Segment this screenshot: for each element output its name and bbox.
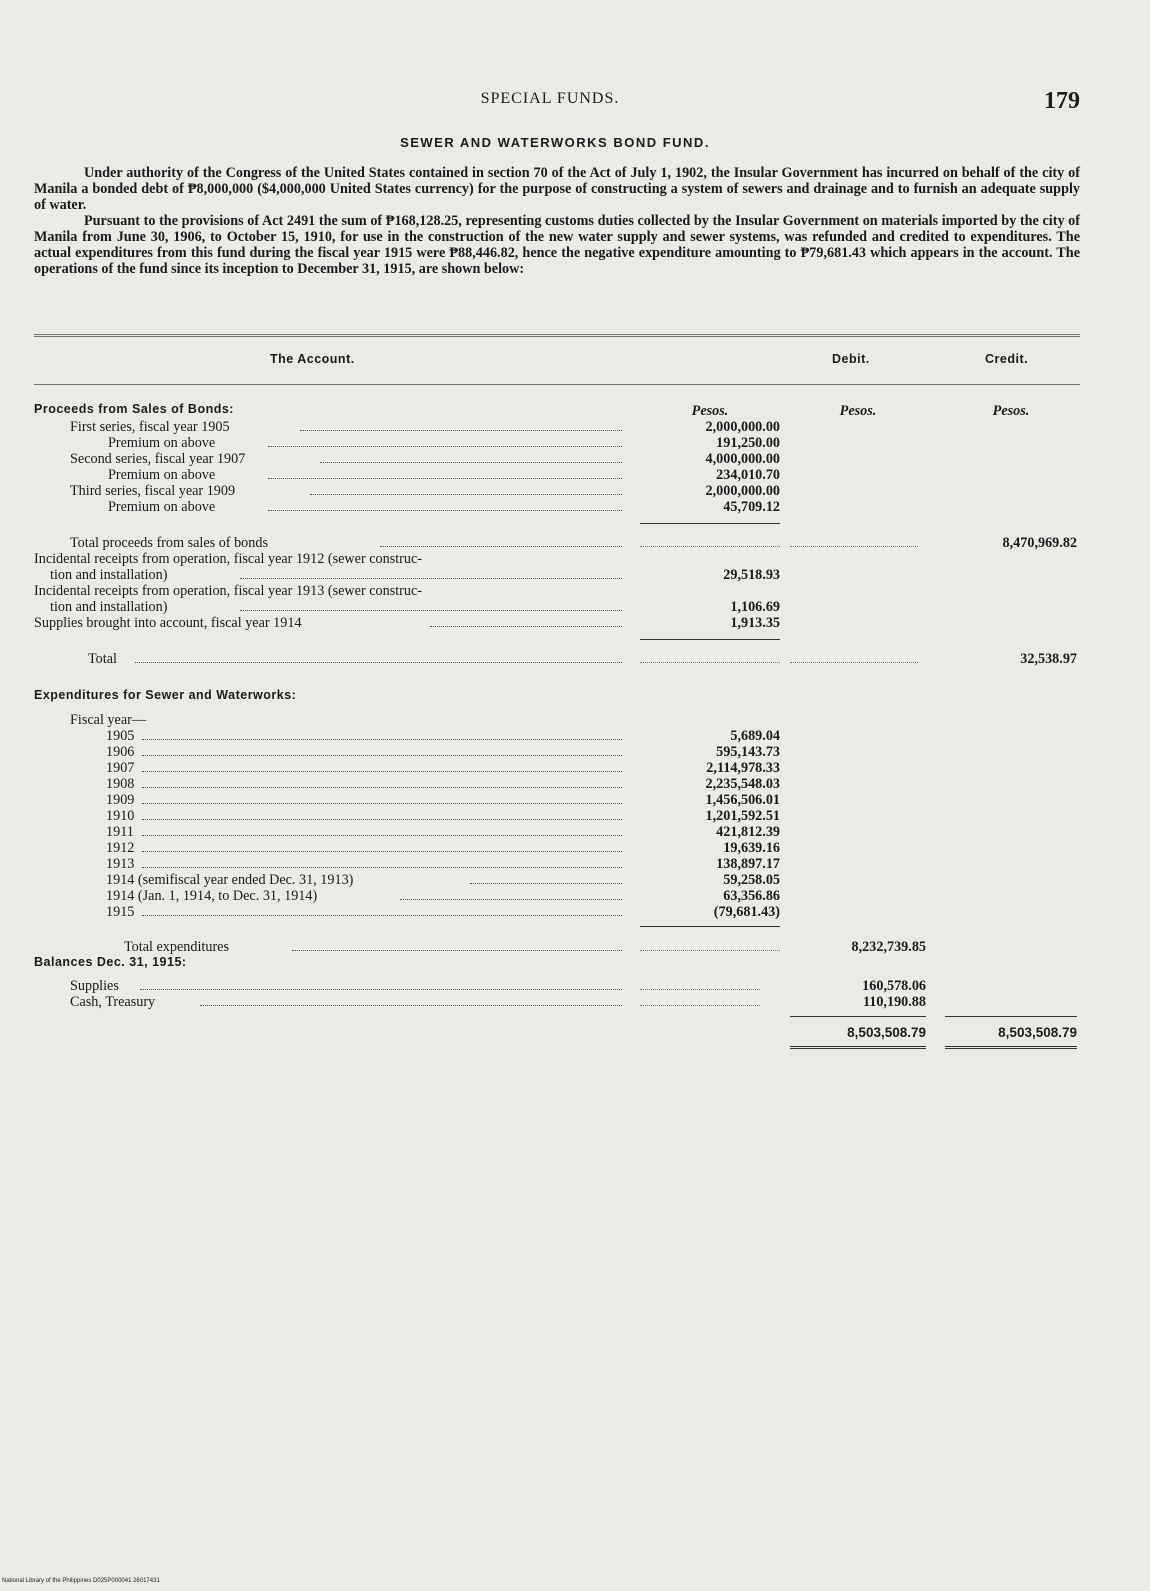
row-label: 1905 [106,728,135,744]
row-label: 1910 [106,808,135,824]
table-row [0,856,1150,872]
total-proceeds-credit: 8,470,969.82 [1002,535,1077,551]
row-label: 1907 [106,760,135,776]
row-label: 1914 (semifiscal year ended Dec. 31, 1913) [106,872,354,888]
table-row [0,599,1150,615]
total-label: Total [88,651,117,667]
grand-total-debit: 8,503,508.79 [847,1025,926,1040]
unit-row [0,403,1150,419]
cash-debit: 110,190.88 [862,994,926,1010]
row-amount: 2,114,978.33 [706,760,780,776]
row-amount: 2,000,000.00 [705,483,780,499]
total-credit: 32,538.97 [1020,651,1077,667]
row-label: Premium on above [108,499,216,515]
intro-paragraph-2: Pursuant to the provisions of Act 2491 the sum of ₱168,128.25, representing customs duties collected by the Insular Government on materials imported by the city of Manila from June 30, 1906, to October 15, 1910, for use in the construction of the new water supply and sewer systems, was refunded and credited to expenditures. The actual expenditures from this fund during the fiscal year 1915 were ₱88,446.82, hence the negative expenditure amounting to ₱79,681.43 which appears in the account. The operations of the fund since its inception to December 31, 1915, are shown below: [34,213,1080,277]
row-amount: 5,689.04 [730,728,780,744]
row-label: tion and installation) [50,599,168,615]
table-row [0,583,1150,599]
unit-col1: Pesos. [691,403,729,419]
total-proceeds-label: Total proceeds from sales of bonds [70,535,268,551]
balances-heading: Balances Dec. 31, 1915: [34,955,187,969]
row-amount: 1,913.35 [730,615,780,631]
row-amount: 595,143.73 [716,744,780,760]
subtotal-rule [640,523,780,524]
table-row [0,888,1150,904]
supplies-debit: 160,578.06 [862,978,926,994]
table-row [0,728,1150,744]
row-label: 1915 [106,904,135,920]
total-rule-credit [945,1016,1077,1017]
row-label: Premium on above [108,467,216,483]
section-title: SEWER AND WATERWORKS BOND FUND. [400,135,710,150]
row-label: Supplies brought into account, fiscal year 1914 [34,615,302,631]
row-label: First series, fiscal year 1905 [70,419,230,435]
total-expenditures-row [0,939,1150,955]
table-row [0,615,1150,631]
table-row [0,776,1150,792]
header-bottom-rule [34,384,1080,385]
double-rule-debit [790,1046,926,1049]
total-row [0,651,1150,667]
table-row [0,499,1150,515]
intro-text [34,165,1080,277]
table-row [0,978,1150,994]
table-row [0,744,1150,760]
grand-total-credit: 8,503,508.79 [998,1025,1077,1040]
row-amount: 4,000,000.00 [705,451,780,467]
row-label: Second series, fiscal year 1907 [70,451,246,467]
total-rule-debit [790,1016,926,1017]
archive-footer: National Library of the Philippines D025P000041 26017431 [2,1578,160,1584]
table-top-rule [34,334,1080,337]
grand-total-row [0,1025,1150,1041]
unit-col3: Pesos. [992,403,1030,419]
expenditures-heading: Expenditures for Sewer and Waterworks: [34,688,297,702]
row-amount: (79,681.43) [713,904,780,920]
running-header: SPECIAL FUNDS. [480,90,620,107]
row-amount: 1,456,506.01 [705,792,780,808]
row-label: Incidental receipts from operation, fiscal year 1913 (sewer construc- [34,583,423,599]
row-label: Cash, Treasury [70,994,156,1010]
fiscal-year-label: Fiscal year— [70,712,147,728]
row-label: tion and installation) [50,567,168,583]
total-expenditures-label: Total expenditures [124,939,229,955]
column-header-debit: Debit. [832,352,870,366]
table-row [0,567,1150,583]
row-amount: 191,250.00 [716,435,780,451]
row-amount: 421,812.39 [716,824,780,840]
table-row [0,760,1150,776]
table-row [0,872,1150,888]
row-amount: 19,639.16 [723,840,780,856]
row-amount: 1,201,592.51 [705,808,780,824]
table-row [0,824,1150,840]
row-amount: 2,235,548.03 [705,776,780,792]
row-amount: 59,258.05 [723,872,780,888]
unit-col2: Pesos. [839,403,877,419]
table-row [0,435,1150,451]
subtotal-rule [640,926,780,927]
row-amount: 1,106.69 [730,599,780,615]
table-row [0,904,1150,920]
table-row [0,483,1150,499]
row-label: 1908 [106,776,135,792]
table-row [0,994,1150,1010]
table-row [0,808,1150,824]
table-row [0,551,1150,567]
page-number: 179 [1044,88,1080,114]
row-label: 1909 [106,792,135,808]
table-row [0,419,1150,435]
row-label: 1912 [106,840,135,856]
column-header-credit: Credit. [985,352,1029,366]
row-label: 1911 [106,824,134,840]
subtotal-rule [640,639,780,640]
row-amount: 29,518.93 [723,567,780,583]
row-label: Supplies [70,978,119,994]
proceeds-heading: Proceeds from Sales of Bonds: [34,402,234,416]
table-row [0,467,1150,483]
double-rule-credit [945,1046,1077,1049]
row-amount: 63,356.86 [723,888,780,904]
row-amount: 138,897.17 [716,856,780,872]
intro-paragraph-1: Under authority of the Congress of the United States contained in section 70 of the Act of July 1, 1902, the Insular Government has incurred on behalf of the city of Manila a bonded debt of ₱8,000,000 ($4,000,000 United States currency) for the purpose of constructing a system of sewers and drainage and to furnish an adequate supply of water. [34,165,1080,213]
row-label: Third series, fiscal year 1909 [70,483,236,499]
row-amount: 2,000,000.00 [705,419,780,435]
row-amount: 234,010.70 [716,467,780,483]
row-label: 1906 [106,744,135,760]
row-label: Premium on above [108,435,216,451]
table-row [0,792,1150,808]
total-expenditures-debit: 8,232,739.85 [851,939,926,955]
row-label: Incidental receipts from operation, fiscal year 1912 (sewer construc- [34,551,423,567]
total-proceeds-row [0,535,1150,551]
row-label: 1913 [106,856,135,872]
fiscal-year-row [0,712,1150,728]
row-label: 1914 (Jan. 1, 1914, to Dec. 31, 1914) [106,888,318,904]
column-header-account: The Account. [270,352,355,366]
row-amount: 45,709.12 [723,499,780,515]
table-row [0,451,1150,467]
table-row [0,840,1150,856]
